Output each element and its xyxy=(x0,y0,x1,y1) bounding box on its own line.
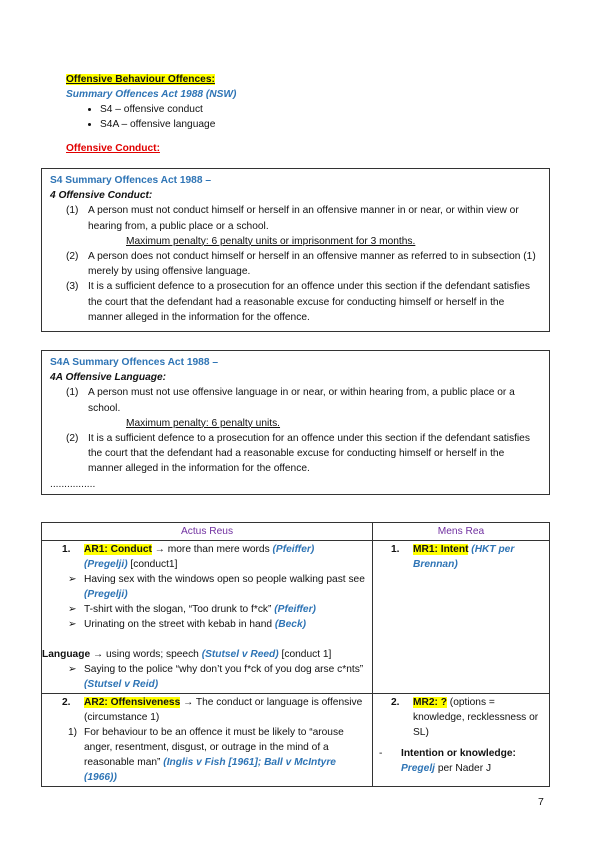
header-mens-rea: Mens Rea xyxy=(373,523,550,541)
list-item: ➢ T-shirt with the slogan, “Too drunk to f*ck” (Pfeiffer) xyxy=(68,604,316,615)
ar2-cell: 2. AR2: Offensiveness → The conduct or language is offensive (circumstance 1) 1) For behaviour to be an offence it must be likely to “arouse anger, resentment, disgust, or outrage in the mind of a reasonable man” (Inglis v Fish [1961]; Ball v McIntyre (1966)) xyxy=(42,694,373,787)
ar1-label: AR1: Conduct xyxy=(84,544,152,555)
language-line: Language → using words; speech (Stutsel v Reed) [conduct 1] xyxy=(42,649,332,660)
table-header-row xyxy=(42,523,550,541)
section-heading: Offensive Conduct: xyxy=(66,143,160,154)
list-item: ➢ Saying to the police “why don’t you f*ck of you dog arse c*nts” (Stutsel v Reid) xyxy=(68,664,364,690)
list-item: • S4A – offensive language xyxy=(100,117,546,132)
page-number: 7 xyxy=(538,796,544,808)
list-item: ➢ Urinating on the street with kebab in hand (Beck) xyxy=(68,619,306,630)
mr1-label: MR1: Intent xyxy=(413,544,469,555)
box-subtitle: 4 Offensive Conduct: xyxy=(50,190,153,202)
ar2-label: AR2: Offensiveness xyxy=(84,697,181,708)
arrow-bullet-icon: ➢ xyxy=(68,619,77,630)
offence-list xyxy=(66,102,546,132)
mr2-label: MR2: ? xyxy=(413,697,447,708)
s4a-legislation-box xyxy=(41,350,550,495)
subsection: (3) It is a sufficient defence to a prosecution for an offence under this section if the defendant satisfies the court that the defendant had a reasonable excuse for conducting himself or herself in the manner alleged in the information for the offence. xyxy=(66,281,530,323)
list-item: • S4 – offensive conduct xyxy=(100,102,546,117)
subsection: (1) A person must not conduct himself or herself in an offensive manner in or near, or within view or hearing from, a public place or a school. xyxy=(66,205,519,232)
intro-section xyxy=(66,72,546,156)
mr1-cell: 1. MR1: Intent (HKT per Brennan) xyxy=(373,541,550,694)
offences-heading: Offensive Behaviour Offences: xyxy=(66,74,215,85)
list-item: ➢ Having sex with the windows open so people walking past see (Pregelji) xyxy=(68,574,365,600)
box-subtitle: 4A Offensive Language: xyxy=(50,372,167,384)
arrow-bullet-icon: ➢ xyxy=(68,574,77,585)
subsection: (1) A person must not use offensive language in or near, or within hearing from, a public place or a school. xyxy=(66,387,515,414)
ellipsis: ................ xyxy=(50,478,96,490)
s4-legislation-box xyxy=(41,168,550,332)
elements-table xyxy=(41,522,550,787)
ar1-cell: 1. AR1: Conduct → more than mere words (Pfeiffer) (Pregelji) [conduct1] ➢ Having sex with the windows open so people walking past see (Pregelji) ➢ T-shirt with the slogan, “Too drunk to f*ck” (Pfeiffer) ➢ Urinating on the street with kebab in hand (Beck) Language → using words; speech (Stutsel v Reed) [conduct 1] ➢ Saying to the police “why don’t you f*ck of you dog arse c*nts” (Stutsel v Reid) xyxy=(42,541,373,694)
table-row xyxy=(42,541,550,694)
arrow-bullet-icon: ➢ xyxy=(68,604,77,615)
mr2-cell: 2. MR2: ? (options = knowledge, recklessness or SL) - Intention or knowledge: Pregelj per Nader J xyxy=(373,694,550,787)
subsection: (2) A person does not conduct himself or herself in an offensive manner as referred to in subsection (1) merely by using offensive language. xyxy=(66,251,536,278)
act-title: Summary Offences Act 1988 (NSW) xyxy=(66,89,237,100)
subsection: (2) It is a sufficient defence to a prosecution for an offence under this section if the defendant satisfies the court that the defendant had a reasonable excuse for conducting himself or herself in the manner alleged in the information for the offence. xyxy=(66,433,530,475)
box-title: S4 Summary Offences Act 1988 – xyxy=(50,175,212,186)
penalty-text: Maximum penalty: 6 penalty units or imprisonment for 3 months. xyxy=(126,235,416,247)
box-title: S4A Summary Offences Act 1988 – xyxy=(50,357,218,368)
header-actus-reus: Actus Reus xyxy=(42,523,373,541)
penalty-text: Maximum penalty: 6 penalty units. xyxy=(126,417,281,429)
table-row xyxy=(42,694,550,787)
arrow-bullet-icon: ➢ xyxy=(68,664,77,675)
